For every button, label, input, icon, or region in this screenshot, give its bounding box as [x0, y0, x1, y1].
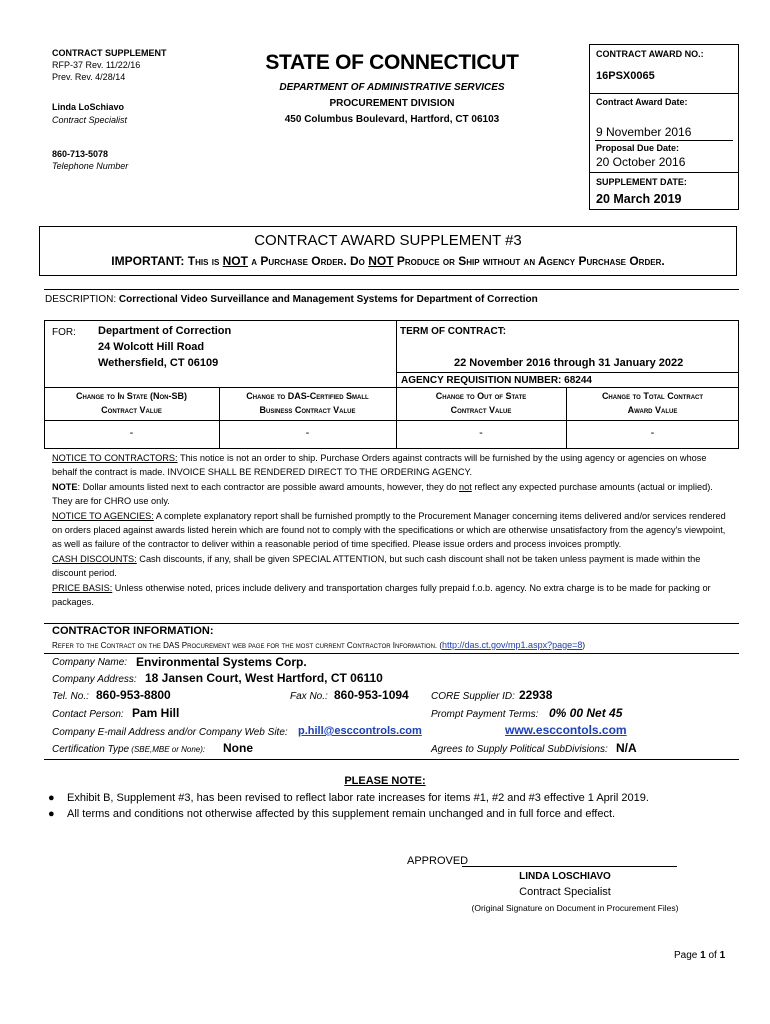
- certification-label: [52, 744, 205, 755]
- tel-label: Tel. No.:: [52, 691, 89, 702]
- value-table-top-rule: [44, 387, 739, 388]
- company-name-label: Company Name:: [52, 657, 128, 668]
- header-line: Change to Total Contract: [601, 391, 704, 401]
- notice-text: Cash discounts, if any, shall be given SPECIAL ATTENTION, but such cash discount shall not be taken unless payment is made within the discount period.: [52, 553, 701, 579]
- value-out-of-state: -: [479, 427, 483, 439]
- certification-type: None: [223, 741, 253, 755]
- important-notice: [39, 254, 737, 268]
- contact-person: Pam Hill: [132, 706, 180, 720]
- page-number: [674, 950, 725, 961]
- agency-name: Department of Correction: [98, 325, 232, 337]
- header-line: Contract Value: [450, 405, 512, 415]
- notice-label: NOTICE TO AGENCIES:: [52, 510, 154, 521]
- note-text: reflect any expected purchase amounts (actual or implied). They are for CHRO use only.: [52, 481, 713, 507]
- contractor-top-rule: [44, 623, 739, 624]
- signature-note: (Original Signature on Document in Procurement Files): [471, 903, 679, 913]
- value-col-header-total: [566, 389, 739, 417]
- description-top-rule: [44, 289, 739, 290]
- bullet-icon: ●: [48, 808, 55, 820]
- notice-label: CASH DISCOUNTS:: [52, 553, 137, 564]
- note-text: : Dollar amounts listed next to each contractor are possible award amounts, however, they do: [77, 481, 460, 492]
- supplement-title: CONTRACT AWARD SUPPLEMENT #3: [254, 232, 522, 249]
- important-text: Produce or Ship without an Agency Purchase Order.: [393, 254, 665, 268]
- value-small-business: -: [305, 427, 310, 439]
- description-value: Correctional Video Surveillance and Management Systems for Department of Correction: [118, 294, 538, 305]
- refer-close: ): [582, 641, 586, 650]
- notice-cash-discounts: [52, 552, 734, 581]
- please-note-heading: PLEASE NOTE:: [344, 775, 426, 787]
- note-label: NOTE: [52, 481, 78, 492]
- form-title: CONTRACT SUPPLEMENT: [52, 48, 167, 58]
- value-col-header-small-business: [219, 389, 396, 417]
- header-line: Contract Value: [101, 405, 162, 415]
- note-paragraph: [52, 480, 734, 509]
- tel-number: 860-953-8800: [96, 688, 171, 702]
- cert-label-small: (SBE,MBE or None):: [129, 745, 206, 754]
- important-not: NOT: [368, 254, 394, 268]
- bullet-icon: ●: [48, 792, 55, 804]
- company-name: Environmental Systems Corp.: [136, 655, 307, 669]
- award-date-label: Contract Award Date:: [596, 97, 688, 107]
- requisition-rule: [396, 372, 739, 373]
- signature-line: [462, 866, 677, 867]
- form-previous-revision: Prev. Rev. 4/28/14: [52, 72, 126, 82]
- value-total: -: [650, 427, 655, 439]
- important-text: a Purchase Order. Do: [247, 254, 369, 268]
- page-current: 1: [700, 950, 706, 961]
- notice-label: NOTICE TO CONTRACTORS:: [52, 453, 178, 463]
- state-title: STATE OF CONNECTICUT: [265, 51, 519, 74]
- term-value: 22 November 2016 through 31 January 2022: [454, 357, 684, 369]
- notices-block: [52, 451, 734, 609]
- contact-title: Contract Specialist: [52, 115, 128, 125]
- header-line: Change to Out of State: [435, 391, 527, 401]
- contractor-sub-rule: [44, 653, 739, 654]
- award-date-underline: [595, 140, 733, 141]
- page-total: 1: [719, 950, 726, 961]
- proposal-due-date: 20 October 2016: [596, 155, 686, 169]
- value-col-header-in-state: [44, 389, 219, 417]
- contractor-bottom-rule: [44, 759, 739, 760]
- award-date: 9 November 2016: [596, 125, 692, 139]
- core-supplier-label: CORE Supplier ID:: [431, 691, 515, 702]
- prompt-payment-label: Prompt Payment Terms:: [431, 709, 539, 720]
- approver-title: Contract Specialist: [519, 886, 611, 898]
- header-line: Award Value: [627, 405, 678, 415]
- important-not: NOT: [222, 254, 248, 268]
- contractor-heading: CONTRACTOR INFORMATION:: [52, 625, 214, 637]
- contact-name: Linda LoSchiavo: [52, 102, 125, 112]
- company-address: 18 Jansen Court, West Hartford, CT 06110: [145, 671, 383, 685]
- for-label: FOR:: [52, 327, 76, 338]
- contact-phone: 860-713-5078: [52, 149, 109, 159]
- division-name: PROCUREMENT DIVISION: [329, 98, 455, 109]
- notice-text: Unless otherwise noted, prices include delivery and transportation charges fully prepaid f.o.b. agency. No extra charge is to be made for packing or packages.: [52, 582, 711, 608]
- department-address: 450 Columbus Boulevard, Hartford, CT 06103: [284, 114, 500, 125]
- supplement-date: 20 March 2019: [596, 192, 682, 206]
- phone-label: Telephone Number: [52, 161, 129, 171]
- das-procurement-link[interactable]: http://das.ct.gov/mp1.aspx?page=8: [442, 640, 583, 650]
- proposal-due-label: Proposal Due Date:: [596, 143, 680, 153]
- award-box-divider: [589, 172, 739, 173]
- company-email-link[interactable]: p.hill@esccontrols.com: [298, 725, 422, 737]
- award-box-divider: [589, 93, 739, 94]
- notice-label: PRICE BASIS:: [52, 582, 113, 593]
- important-text: IMPORTANT: This is: [111, 254, 223, 268]
- value-col-header-out-of-state: [396, 389, 566, 417]
- notice-price-basis: [52, 581, 734, 610]
- award-number: 16PSX0065: [596, 70, 655, 82]
- notice-contractors: [52, 451, 734, 480]
- header-line: Change to DAS-Certified Small: [246, 391, 369, 401]
- fax-label: Fax No.:: [290, 691, 328, 702]
- form-revision: RFP-37 Rev. 11/22/16: [52, 60, 141, 70]
- notice-text: A complete explanatory report shall be furnished promptly to the Procurement Manager concerning items delivered and/or services rendered on orders placed against awards listed herein which are found not to comply with the specifications or which are otherwise unsatisfactory from the agency's viewpoint, as well as failure of the contractor to deliver within a reasonable period of time specified. Please issue orders and process invoices promptly.: [52, 510, 726, 550]
- note-bullet: All terms and conditions not otherwise affected by this supplement remain unchanged and in full force and effect.: [67, 808, 616, 820]
- prompt-payment-terms: 0% 00 Net 45: [549, 706, 623, 720]
- fax-number: 860-953-1094: [334, 688, 409, 702]
- email-web-label: Company E-mail Address and/or Company Web Site:: [52, 727, 288, 738]
- notice-text: This notice is not an order to ship. Purchase Orders against contracts will be furnished by the using agency or agencies on whose behalf the contract is made. INVOICE SHALL BE RENDERED DIRECT TO THE ORDERING AGENCY.: [52, 453, 707, 478]
- approver-name: LINDA LOSCHIAVO: [519, 871, 611, 882]
- agency-city: Wethersfield, CT 06109: [98, 357, 219, 369]
- term-label: TERM OF CONTRACT:: [400, 326, 507, 337]
- approved-label: APPROVED: [407, 855, 469, 867]
- award-number-label: CONTRACT AWARD NO.:: [596, 49, 704, 59]
- company-address-label: Company Address:: [52, 674, 137, 685]
- description: [45, 294, 538, 305]
- political-subdivisions-value: N/A: [616, 741, 637, 755]
- cert-label-text: Certification Type: [52, 744, 130, 755]
- contact-person-label: Contact Person:: [52, 709, 124, 720]
- refer-text: Refer to the Contract on the DAS Procurement web page for the most current Contractor Information. (: [52, 641, 443, 650]
- header-line: Change to In State (Non-SB): [76, 391, 187, 401]
- company-website-link[interactable]: www.esccontols.com: [505, 723, 627, 737]
- note-bullet: Exhibit B, Supplement #3, has been revised to reflect labor rate increases for items #1, #2 and #3 effective 1 April 2019.: [67, 792, 649, 804]
- requisition-number: AGENCY REQUISITION NUMBER: 68244: [401, 375, 592, 386]
- value-table-header-rule: [44, 420, 739, 421]
- page-label: Page: [674, 950, 701, 961]
- page-of: of: [705, 950, 720, 961]
- notice-agencies: [52, 509, 734, 552]
- for-term-divider: [396, 320, 397, 387]
- value-in-state: -: [129, 427, 134, 439]
- core-supplier-id: 22938: [519, 688, 553, 702]
- department-name: DEPARTMENT OF ADMINISTRATIVE SERVICES: [279, 82, 505, 93]
- note-not: not: [459, 481, 472, 492]
- contractor-refer: [52, 640, 585, 650]
- supplement-date-label: SUPPLEMENT DATE:: [596, 177, 687, 187]
- header-line: Business Contract Value: [259, 405, 356, 415]
- agency-street: 24 Wolcott Hill Road: [98, 341, 205, 353]
- description-label: DESCRIPTION:: [45, 294, 117, 305]
- political-subdivisions-label: Agrees to Supply Political SubDivisions:: [431, 744, 608, 755]
